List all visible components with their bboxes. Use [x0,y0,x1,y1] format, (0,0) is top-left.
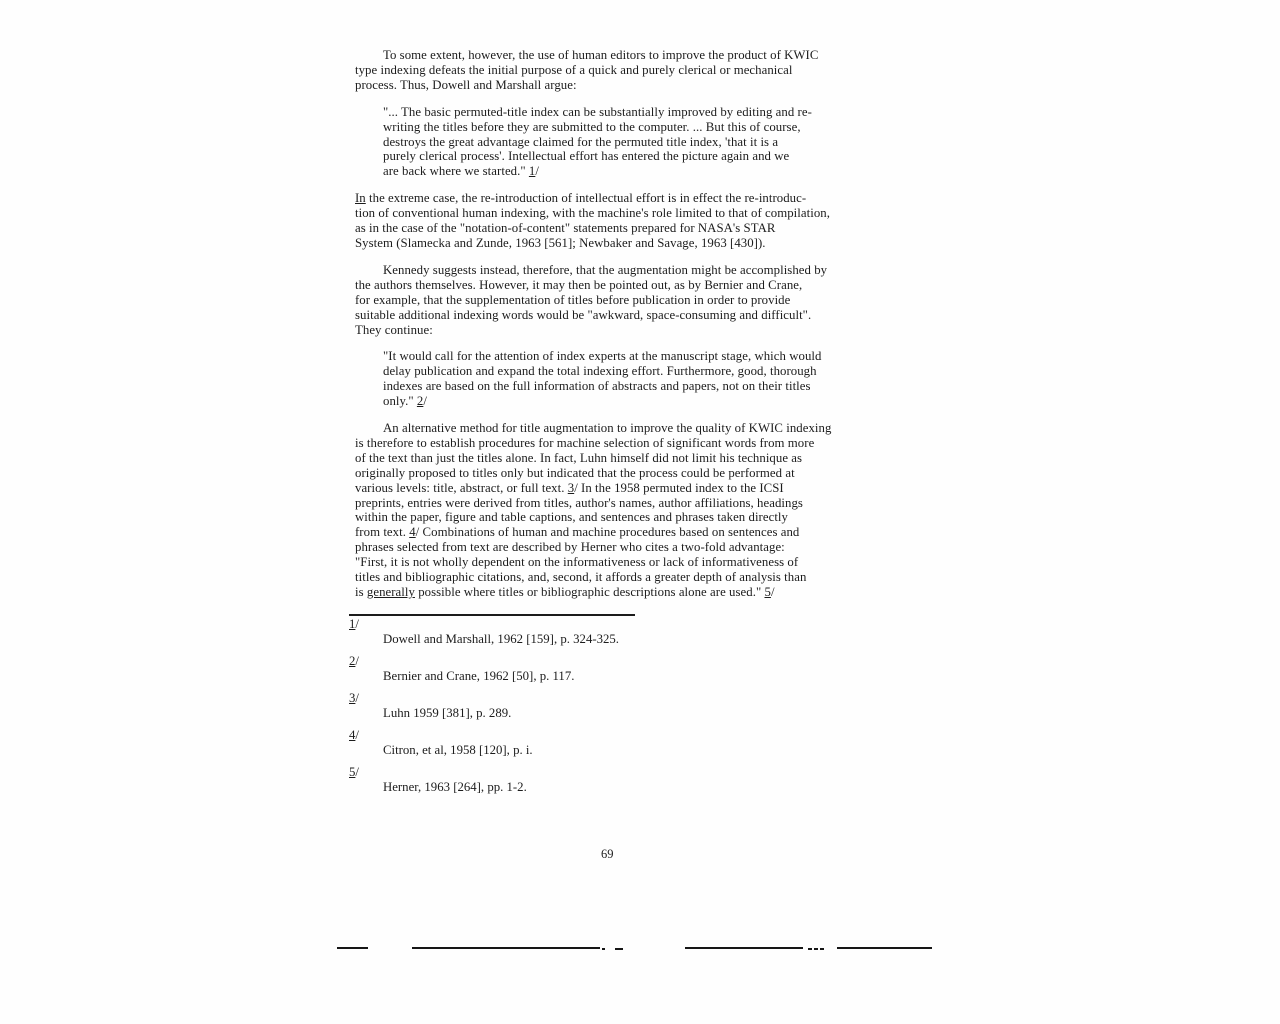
scan-mark-line-3 [685,947,803,949]
scan-mark-dot-1 [602,948,605,950]
footnote-ref-number: 5 [349,765,356,779]
footnote-ref: 2/ [416,394,427,409]
paragraph: An alternative method for title augmentation to improve the quality of KWIC indexing is therefore to establish procedures for machine selection of significant words from more of the text than just the titles alone. In fact, Luhn himself did not limit his technique as originally proposed to titles only but indicated that the process could be performed at various levels: title, abstract, or full text. 3/ In the 1958 permuted index to the ICSI preprints, entries were derived from titles, author's names, author affiliations, headings within the paper, figure and table captions, and sentences and phrases taken directly from text. 4/ Combinations of human and machine procedures based on sentences and phrases selected from text are described by Herner who cites a two-fold advantage: "First, it is not wholly dependent on the informativeness or lack of informativeness of titles and bibliographic citations, and, second, it affords a greater depth of analysis than is generally possible where titles or bibliographic descriptions alone are used." 5/ [355,421,832,599]
footnote-item [349,617,875,647]
footnote-ref: 5/ [764,585,775,599]
footnote-ref: 1/ [528,164,539,179]
footnote-ref: 3/ [567,480,578,495]
footnote-ref-number: 2 [416,394,424,409]
scan-mark-dot-3 [814,948,818,950]
footnote-ref-number: 4 [349,728,356,742]
footnote-separator-line [349,614,635,616]
scan-mark-dot-2 [808,948,812,950]
footnote-item [349,728,875,758]
footnote-ref-number: 1 [349,617,356,631]
footnote-marker [349,617,875,632]
footnote-text: Luhn 1959 [381], p. 289. [383,706,512,720]
page-number: 69 [601,847,614,861]
footnote-ref: 1/ [349,617,359,631]
footnote-ref: 5/ [349,765,359,779]
footnote-ref-number: 2 [349,654,356,668]
footnote-marker [349,728,875,743]
scan-mark-line-2 [412,947,600,949]
footnote-ref-number: 3 [349,691,356,705]
footnotes-section [349,617,875,802]
footnote-ref-number: 1 [528,164,536,179]
footnote-item [349,654,875,684]
block-quote: "... The basic permuted-title index can be substantially improved by editing and re- writing the titles before they are submitted to the computer. ... But this of course, destroys the great advantage claimed for the permuted title index, 'that it is a purely clerical process'. Intellectual effort has entered the picture again and we are back where we started." 1/ [383,104,812,179]
footnote-marker [349,654,875,669]
footnote-text: Citron, et al, 1958 [120], p. i. [383,743,533,757]
footnote-ref-number: 5 [764,585,771,599]
footnote-item [349,765,875,795]
footnote-text: Dowell and Marshall, 1962 [159], p. 324-325. [383,632,619,646]
footnote-text: Herner, 1963 [264], pp. 1-2. [383,780,527,794]
scan-mark-dot-4 [820,948,824,950]
footnote-ref: 3/ [349,691,359,705]
scan-mark-line-4 [837,947,932,949]
block-quote: "It would call for the attention of index experts at the manuscript stage, which would delay publication and expand the total indexing effort. Furthermore, good, thorough indexes are based on the full information of abstracts and papers, not on their titles only." 2/ [383,349,822,409]
paragraph: Kennedy suggests instead, therefore, that the augmentation might be accomplished by the authors themselves. However, it may then be pointed out, as by Bernier and Crane, for example, that the supplementation of titles before publication in order to provide suitable additional indexing words would be "awkward, space-consuming and difficult". They continue: [355,262,828,337]
footnote-item [349,691,875,721]
footnote-ref-number: 3 [567,480,575,495]
footnote-ref: 4/ [409,525,420,540]
footnote-ref: 4/ [349,728,359,742]
body-text [355,48,875,612]
underlined-text: In [355,191,366,206]
paragraph: In the extreme case, the re-introduction of intellectual effort is in effect the re-introduc- tion of conventional human indexing, with the machine's role limited to that of compilation, as in the case of the "notation-of-content" statements prepared for NASA's STAR System (Slamecka and Zunde, 1963 [561]; Newbaker and Savage, 1963 [430]). [355,191,830,250]
footnote-marker [349,765,875,780]
underlined-text: generally [366,585,415,599]
scan-mark-line-1 [337,947,368,949]
scan-mark-dash-1 [615,948,623,950]
paragraph: To some extent, however, the use of human editors to improve the product of KWIC type indexing defeats the initial purpose of a quick and purely clerical or mechanical process. Thus, Dowell and Marshall argue: [355,48,819,92]
footnote-ref-number: 4 [409,525,416,540]
footnote-marker [349,691,875,706]
footnote-text: Bernier and Crane, 1962 [50], p. 117. [383,669,575,683]
footnote-ref: 2/ [349,654,359,668]
